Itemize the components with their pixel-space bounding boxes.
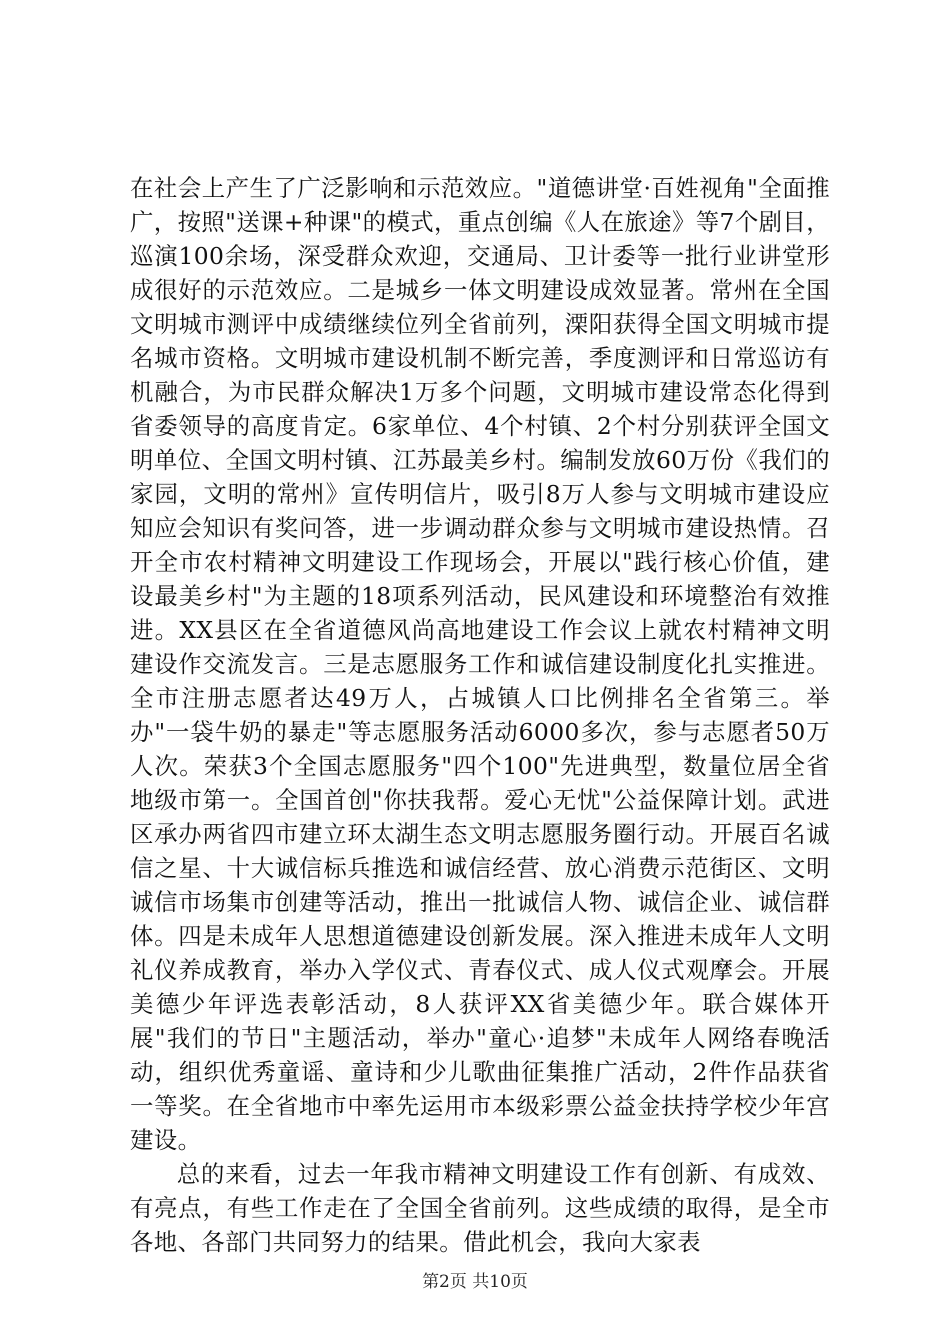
paragraph-1: 在社会上产生了广泛影响和示范效应。"道德讲堂·百姓视角"全面推广，按照"送课+种课"的模式，重点创编《人在旅途》等7个剧目，巡演100余场，深受群众欢迎，交通局、卫计委等一批行业讲堂形成很好的示范效应。二是城乡一体文明建设成效显著。常州在全国文明城市测评中成绩继续位列全省前列，溧阳获得全国文明城市提名城市资格。文明城市建设机制不断完善，季度测评和日常巡访有机融合，为市民群众解决1万多个问题，文明城市建设常态化得到省委领导的高度肯定。6家单位、4个村镇、2个村分别获评全国文明单位、全国文明村镇、江苏最美乡村。编制发放60万份《我们的家园，文明的常州》宣传明信片，吸引8万人参与文明城市建设应知应会知识有奖问答，进一步调动群众参与文明城市建设热情。召开全市农村精神文明建设工作现场会，开展以"践行核心价值，建设最美乡村"为主题的18项系列活动，民风建设和环境整治有效推进。XX县区在全省道德风尚高地建设工作会议上就农村精神文明建设作交流发言。三是志愿服务工作和诚信建设制度化扎实推进。全市注册志愿者达49万人，占城镇人口比例排名全省第三。举办"一袋牛奶的暴走"等志愿服务活动6000多次，参与志愿者50万人次。荣获3个全国志愿服务"四个100"先进典型，数量位居全省地级市第一。全国首创"你扶我帮。爱心无忧"公益保障计划。武进区承办两省四市建立环太湖生态文明志愿服务圈行动。开展百名诚信之星、十大诚信标兵推选和诚信经营、放心消费示范街区、文明诚信市场集市创建等活动，推出一批诚信人物、诚信企业、诚信群体。四是未成年人思想道德建设创新发展。深入推进未成年人文明礼仪养成教育，举办入学仪式、青春仪式、成人仪式观摩会。开展美德少年评选表彰活动，8人获评XX省美德少年。联合媒体开展"我们的节日"主题活动，举办"童心·追梦"未成年人网络春晚活动，组织优秀童谣、童诗和少儿歌曲征集推广活动，2件作品获省一等奖。在全省地市中率先运用市本级彩票公益金扶持学校少年宫建设。 (130, 174, 830, 1154)
paragraph-2: 总的来看，过去一年我市精神文明建设工作有创新、有成效、有亮点，有些工作走在了全国全省前列。这些成绩的取得，是全市各地、各部门共同努力的结果。借此机会，我向大家表 (130, 1160, 830, 1256)
body-text (130, 171, 830, 1259)
page-number-footer: 第2页 共10页 (422, 1272, 528, 1292)
